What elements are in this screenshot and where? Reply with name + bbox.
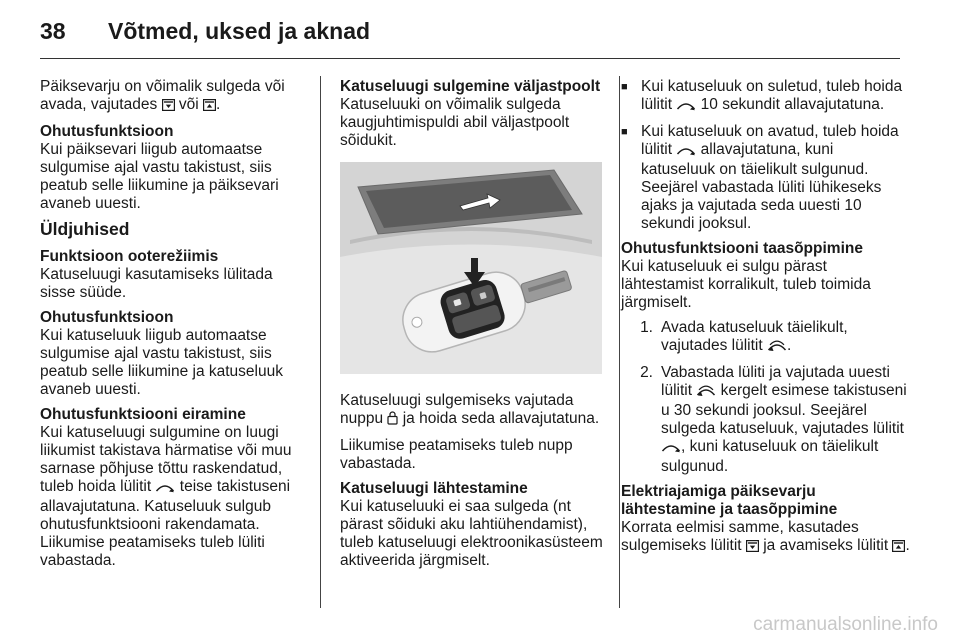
paragraph-press-button: Katuseluugi sulgemiseks vajutada nuppu ja hoida seda allavajutatuna. <box>340 392 610 430</box>
list-item: ■ Kui katuseluuk on avatud, tuleb hoida lülitit allavajutatuna, kuni katuseluuk on täielikult sulgunud. Seejärel vabastada lüliti lühikeseks ajaks ja vajutada seda uuesti 10 sekundi jooksul. <box>621 123 899 232</box>
heading-sunshade-reset: Elektriajamiga päiksevarju lähtestamine ja taasõppimine <box>621 483 838 518</box>
paragraph-sunshade-intro: Päiksevarju on võimalik sulgeda või avada, vajutades või . <box>40 78 310 116</box>
sunshade-close-icon <box>746 539 759 557</box>
list-item: 2. Vabastada lüliti ja vajutada uuesti lülitit kergelt esimese takistuseni u 30 sekundi jooksul. Seejärel sulgeda katuseluuk, vajutades lülitit , kuni katuseluuk on täielikult sulgunud. <box>640 364 907 475</box>
sunshade-close-icon <box>162 98 175 116</box>
sunroof-close-icon <box>676 98 696 116</box>
sunshade-open-icon <box>892 539 905 557</box>
heading-relearn: Ohutusfunktsiooni taasõppimine <box>621 240 863 257</box>
heading-sunroof-reset: Katuseluugi lähtestamine <box>340 480 528 497</box>
sunroof-close-icon <box>676 143 696 161</box>
paragraph-safety-sunshade: Kui päiksevari liigub automaatse sulgumise ajal vastu takistust, siis peatub selle liikumine ja päiksevari avaneb uuesti. <box>40 141 279 212</box>
paragraph-sunshade-reset: Korrata eelmisi samme, kasutades sulgemiseks lülitit ja avamiseks lülitit . <box>621 519 911 557</box>
header-divider <box>40 58 900 59</box>
heading-safety-function-2: Ohutusfunktsioon <box>40 309 174 326</box>
remote-lock-button-icon <box>387 411 398 430</box>
paragraph-override: Kui katuseluugi sulgumine on luugi liikumist takistava härmatise või muu sarnase põhjuse tõttu raskendatud, tuleb hoida lülitit teise takistuseni allavajutatuna. Katuseluuk sulgub ohutusfunktsiooni rakendamata. Liikumise peatamiseks tuleb lüliti vabastada. <box>40 424 292 569</box>
page-header <box>40 18 900 60</box>
sunroof-close-icon <box>661 440 681 458</box>
heading-standby: Funktsioon ooterežiimis <box>40 248 219 265</box>
sunroof-close-icon <box>155 480 175 498</box>
paragraph-relearn: Kui katuseluuk ei sulgu pärast lähtestamist korralikult, tuleb toimida järgmiselt. <box>621 258 871 311</box>
paragraph-safety-sunroof: Kui katuseluuk liigub automaatse sulgumise ajal vastu takistust, siis peatub selle liikumine ja katuseluuk avaneb uuesti. <box>40 327 283 398</box>
page-number: 38 <box>40 18 66 44</box>
paragraph-remote-close: Katuseluuki on võimalik sulgeda kaugjuhtimispuldi abil väljastpoolt sõidukit. <box>340 96 570 149</box>
column-divider-2 <box>619 76 620 608</box>
paragraph-sunroof-reset: Kui katuseluuki ei saa sulgeda (nt pärast sõiduki aku lahtiühendamist), tuleb katuseluugi elektroonikasüsteem aktiveerida järgmiselt. <box>340 498 603 569</box>
page-title: Võtmed, uksed ja aknad <box>108 18 371 44</box>
heading-general: Üldjuhised <box>40 219 130 239</box>
column-2 <box>340 78 610 577</box>
list-item: 1. Avada katuseluuk täielikult, vajutades lülitit . <box>621 319 911 357</box>
figure-remote-sunroof <box>340 162 602 374</box>
column-1 <box>40 78 310 577</box>
heading-override: Ohutusfunktsiooni eiramine <box>40 406 246 423</box>
list-item: ■ Kui katuseluuk on suletud, tuleb hoida lülitit 10 sekundit allavajutatuna. <box>621 78 911 116</box>
sunshade-open-icon <box>203 98 216 116</box>
paragraph-standby: Katuseluugi kasutamiseks lülitada sisse süüde. <box>40 266 273 301</box>
sunroof-open-icon <box>767 339 787 357</box>
heading-safety-function: Ohutusfunktsioon <box>40 123 174 140</box>
watermark: carmanualsonline.info <box>753 614 938 635</box>
sunroof-open-icon <box>696 384 716 402</box>
remote-key-illustration <box>340 162 602 374</box>
heading-close-from-outside: Katuseluugi sulgemine väljastpoolt <box>340 78 601 95</box>
column-3 <box>621 78 911 564</box>
paragraph-release-button: Liikumise peatamiseks tuleb nupp vabastada. <box>340 437 573 472</box>
column-divider-1 <box>320 76 321 608</box>
